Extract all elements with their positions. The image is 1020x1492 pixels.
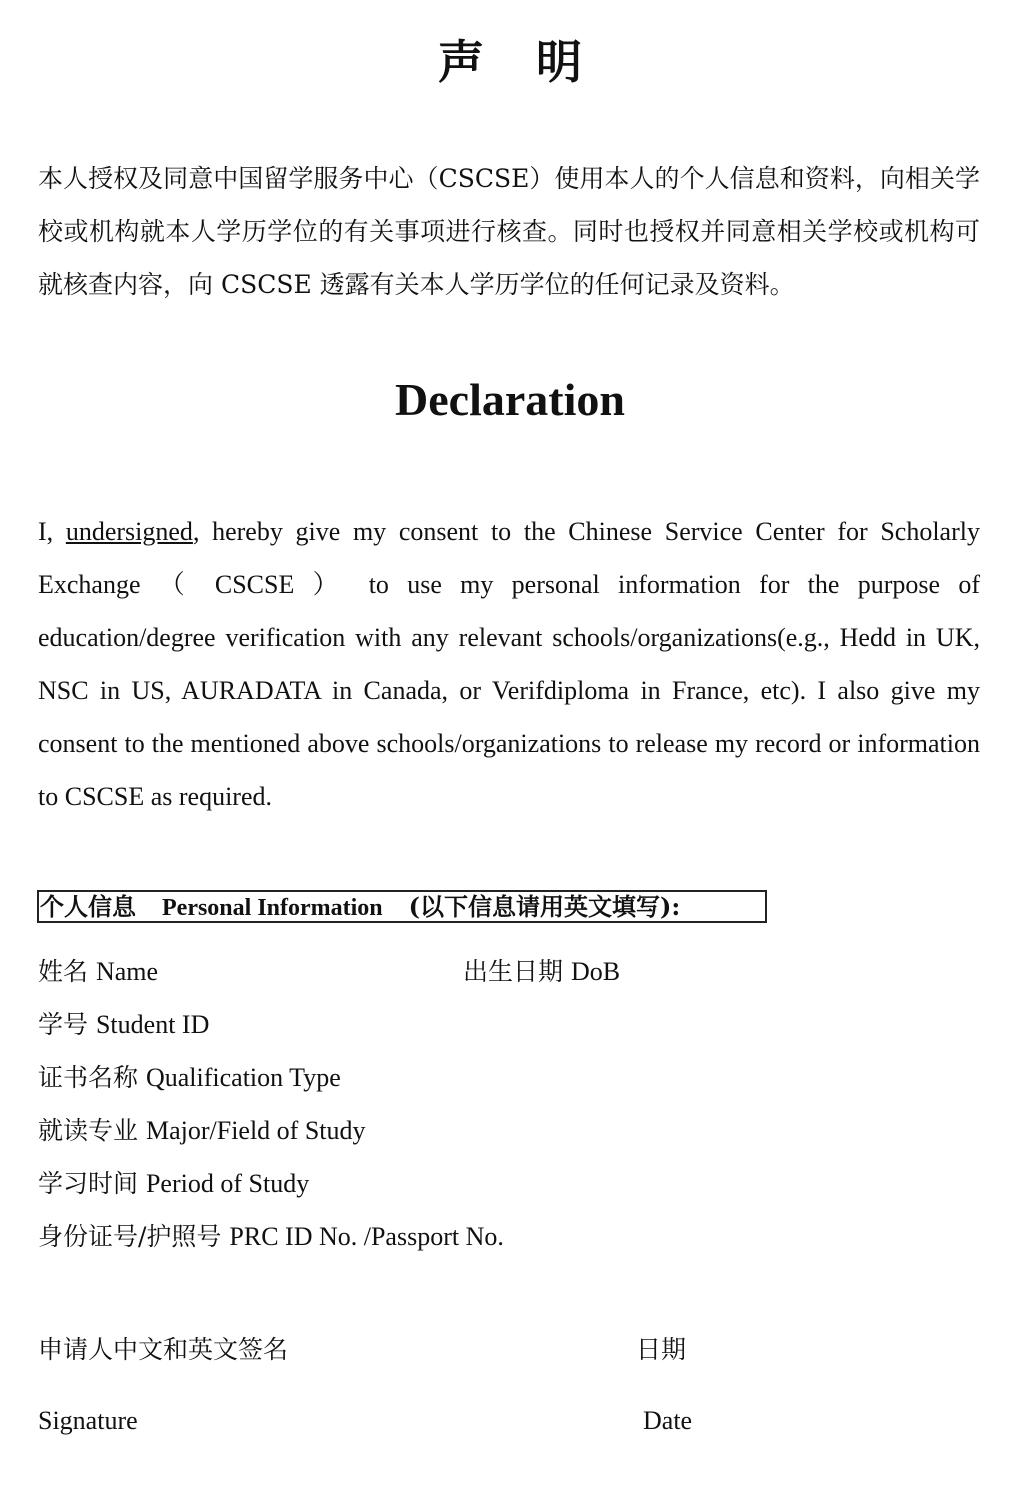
field-name[interactable] <box>38 954 158 990</box>
date-label-cn: 日期 <box>636 1335 687 1364</box>
field-id-passport[interactable] <box>38 1219 504 1255</box>
field-qualification-type[interactable] <box>38 1060 341 1096</box>
undersigned-text: undersigned <box>65 517 193 546</box>
field-major-label-cn: 就读专业 <box>38 1116 139 1145</box>
field-student-id[interactable] <box>38 1007 209 1043</box>
field-qualification-label-en: Qualification Type <box>145 1063 341 1092</box>
personal-information-header <box>37 890 767 923</box>
document-title-chinese: 声明 <box>438 35 634 89</box>
signature-label-en[interactable]: Signature <box>38 1406 138 1435</box>
field-dob[interactable] <box>463 954 620 990</box>
document-title-english: Declaration <box>395 374 625 425</box>
field-dob-label-en: DoB <box>570 957 621 986</box>
field-name-label-cn: 姓名 <box>38 957 89 986</box>
field-id-label-en: PRC ID No. /Passport No. <box>229 1222 504 1251</box>
field-dob-label-cn: 出生日期 <box>463 957 564 986</box>
declaration-paragraph-chinese: 本人授权及同意中国留学服务中心（CSCSE）使用本人的个人信息和资料，向相关学校或机构就本人学历学位的有关事项进行核查。同时也授权并同意相关学校或机构可就核查内容，向 CSCSE 透露有关本人学历学位的任何记录及资料。 <box>38 164 980 299</box>
declaration-paragraph-english <box>38 505 980 823</box>
field-name-label-en: Name <box>95 957 159 986</box>
applicant-signature-label-cn: 申请人中文和英文签名 <box>38 1335 289 1364</box>
personal-info-label-en: Personal Information <box>162 895 383 921</box>
declaration-body: , hereby give my consent to the Chinese Service Center for Scholarly Exchange （ CSCSE ） to use my personal information for the purpose of education/degree verification with any relevant schools/organizations(e.g., Hedd in UK, NSC in US, AURADATA in Canada, or Verifdiploma in France, etc). I also give my consent to the mentioned above schools/organizations to release my record or information to CSCSE as required. <box>38 517 980 811</box>
field-qualification-label-cn: 证书名称 <box>38 1063 139 1092</box>
personal-info-note: (以下信息请用英文填写): <box>408 892 681 921</box>
declaration-prefix: I, <box>38 517 66 546</box>
date-label-en[interactable]: Date <box>643 1406 693 1435</box>
field-major[interactable] <box>38 1113 366 1149</box>
personal-info-label-cn: 个人信息 <box>40 892 136 921</box>
field-period-of-study[interactable] <box>38 1166 309 1202</box>
field-student-id-label-cn: 学号 <box>38 1010 89 1039</box>
field-student-id-label-en: Student ID <box>95 1010 210 1039</box>
field-period-label-en: Period of Study <box>145 1169 310 1198</box>
field-id-label-cn: 身份证号/护照号 <box>38 1222 222 1251</box>
field-period-label-cn: 学习时间 <box>38 1169 139 1198</box>
field-major-label-en: Major/Field of Study <box>145 1116 366 1145</box>
